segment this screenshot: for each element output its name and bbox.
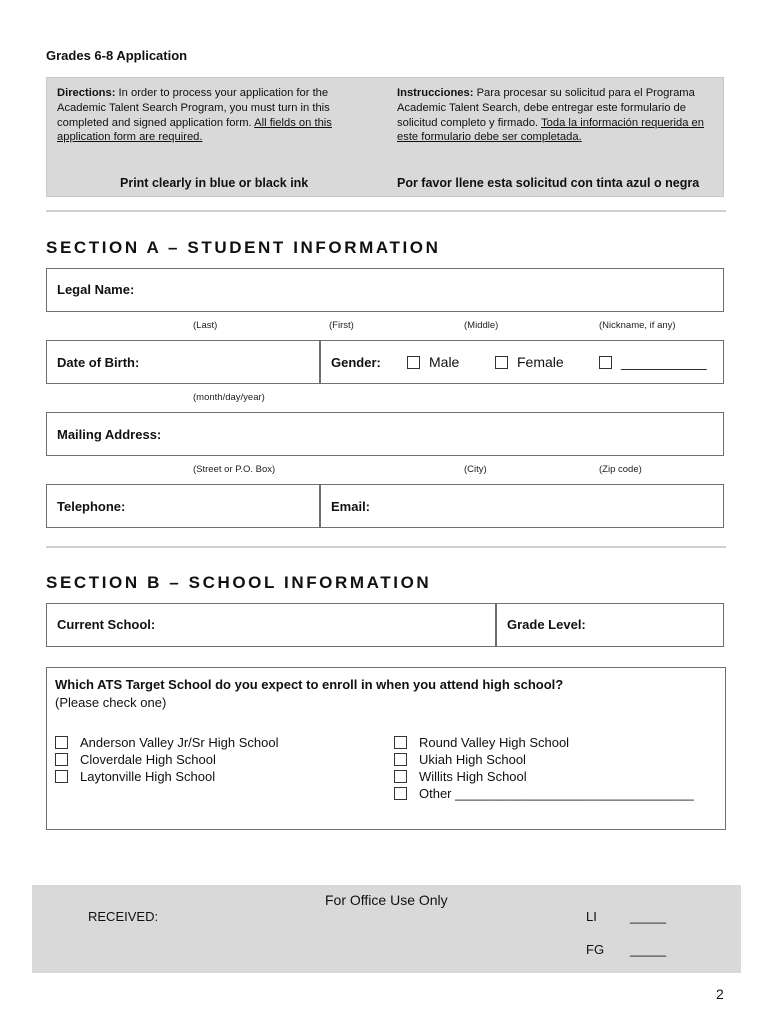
address-hint-zip: (Zip code): [599, 464, 642, 475]
checkbox-icon[interactable]: [394, 736, 407, 749]
directions-english: [57, 86, 375, 145]
school-label: Ukiah High School: [419, 752, 526, 767]
checkbox-icon[interactable]: [599, 356, 612, 369]
gender-label: Gender:: [331, 355, 381, 370]
name-hint-nickname: (Nickname, if any): [599, 320, 676, 331]
current-school-field[interactable]: [46, 603, 496, 647]
name-hint-last: (Last): [193, 320, 218, 331]
instrucciones-required-note: Toda la información requerida en este formulario debe ser completada.: [397, 116, 705, 144]
gender-field: [320, 340, 724, 384]
checkbox-icon[interactable]: [55, 736, 68, 749]
target-school-box: [46, 667, 726, 830]
school-option[interactable]: [55, 768, 215, 785]
school-option[interactable]: [394, 751, 526, 768]
checkbox-icon[interactable]: [394, 787, 407, 800]
school-option[interactable]: [394, 768, 527, 785]
gender-female-label: Female: [517, 354, 564, 370]
target-school-note: (Please check one): [55, 695, 167, 710]
office-li-label: LI: [586, 909, 597, 924]
legal-name-field[interactable]: [46, 268, 724, 312]
section-b-heading: SECTION B – SCHOOL INFORMATION: [46, 573, 432, 592]
grade-level-field[interactable]: [496, 603, 724, 647]
telephone-label: Telephone:: [57, 499, 126, 514]
instrucciones-text: Para procesar su solicitud para el Programa Academic Talent Search, debe entregar este formulario de solicitud completo y firmado.: [397, 87, 695, 129]
office-received-label: RECEIVED:: [88, 909, 159, 924]
page-number: 2: [716, 986, 724, 1002]
checkbox-icon[interactable]: [394, 753, 407, 766]
ink-instruction-english: Print clearly in blue or black ink: [120, 176, 309, 190]
legal-name-label: Legal Name:: [57, 282, 135, 297]
mailing-address-field[interactable]: [46, 412, 724, 456]
school-option[interactable]: [55, 734, 278, 751]
school-label: Cloverdale High School: [80, 752, 216, 767]
directions-required-note: All fields on this application form are required.: [57, 116, 332, 144]
mailing-address-label: Mailing Address:: [57, 427, 162, 442]
grade-level-label: Grade Level:: [507, 617, 586, 632]
email-label: Email:: [331, 499, 371, 514]
school-label: Laytonville High School: [80, 769, 216, 784]
section-a-heading: SECTION A – STUDENT INFORMATION: [46, 238, 441, 257]
office-use-box: [32, 885, 741, 973]
gender-male-label: Male: [429, 354, 460, 370]
form-title: Grades 6-8 Application: [46, 48, 188, 63]
gender-option-female[interactable]: [495, 354, 564, 370]
gender-option-other[interactable]: [599, 354, 707, 370]
dob-label: Date of Birth:: [57, 355, 140, 370]
checkbox-icon[interactable]: [394, 770, 407, 783]
office-use-title: For Office Use Only: [325, 892, 448, 908]
checkbox-icon[interactable]: [495, 356, 508, 369]
school-label: Other _________________________________: [419, 786, 694, 801]
office-fg-label: FG: [586, 942, 605, 957]
telephone-field[interactable]: [46, 484, 320, 528]
name-hint-middle: (Middle): [464, 320, 499, 331]
date-of-birth-field[interactable]: [46, 340, 320, 384]
office-li-blank: _____: [630, 909, 667, 924]
directions-spanish: [397, 86, 715, 145]
checkbox-icon[interactable]: [407, 356, 420, 369]
school-option-other[interactable]: [394, 785, 694, 802]
school-label: Round Valley High School: [419, 735, 570, 750]
current-school-label: Current School:: [57, 617, 156, 632]
address-hint-street: (Street or P.O. Box): [193, 464, 276, 475]
email-field[interactable]: [320, 484, 724, 528]
school-label: Anderson Valley Jr/Sr High School: [80, 735, 279, 750]
gender-other-line: ___________: [621, 354, 707, 370]
office-fg-blank: _____: [630, 942, 667, 957]
dob-hint: (month/day/year): [193, 392, 265, 403]
ink-instruction-spanish: Por favor llene esta solicitud con tinta azul o negra: [397, 176, 700, 190]
school-option[interactable]: [394, 734, 569, 751]
target-school-question: Which ATS Target School do you expect to enroll in when you attend high school?: [55, 677, 564, 692]
directions-label: Directions:: [57, 87, 116, 99]
school-label: Willits High School: [419, 769, 527, 784]
name-hint-first: (First): [329, 320, 354, 331]
school-option[interactable]: [55, 751, 216, 768]
divider: [46, 546, 726, 548]
divider: [46, 210, 726, 212]
checkbox-icon[interactable]: [55, 770, 68, 783]
directions-box: [46, 77, 724, 197]
checkbox-icon[interactable]: [55, 753, 68, 766]
instrucciones-label: Instrucciones:: [397, 87, 474, 99]
gender-option-male[interactable]: [407, 354, 459, 370]
directions-text: In order to process your application for the Academic Talent Search Program, you must turn in this completed and signed application form.: [57, 87, 330, 129]
address-hint-city: (City): [464, 464, 487, 475]
